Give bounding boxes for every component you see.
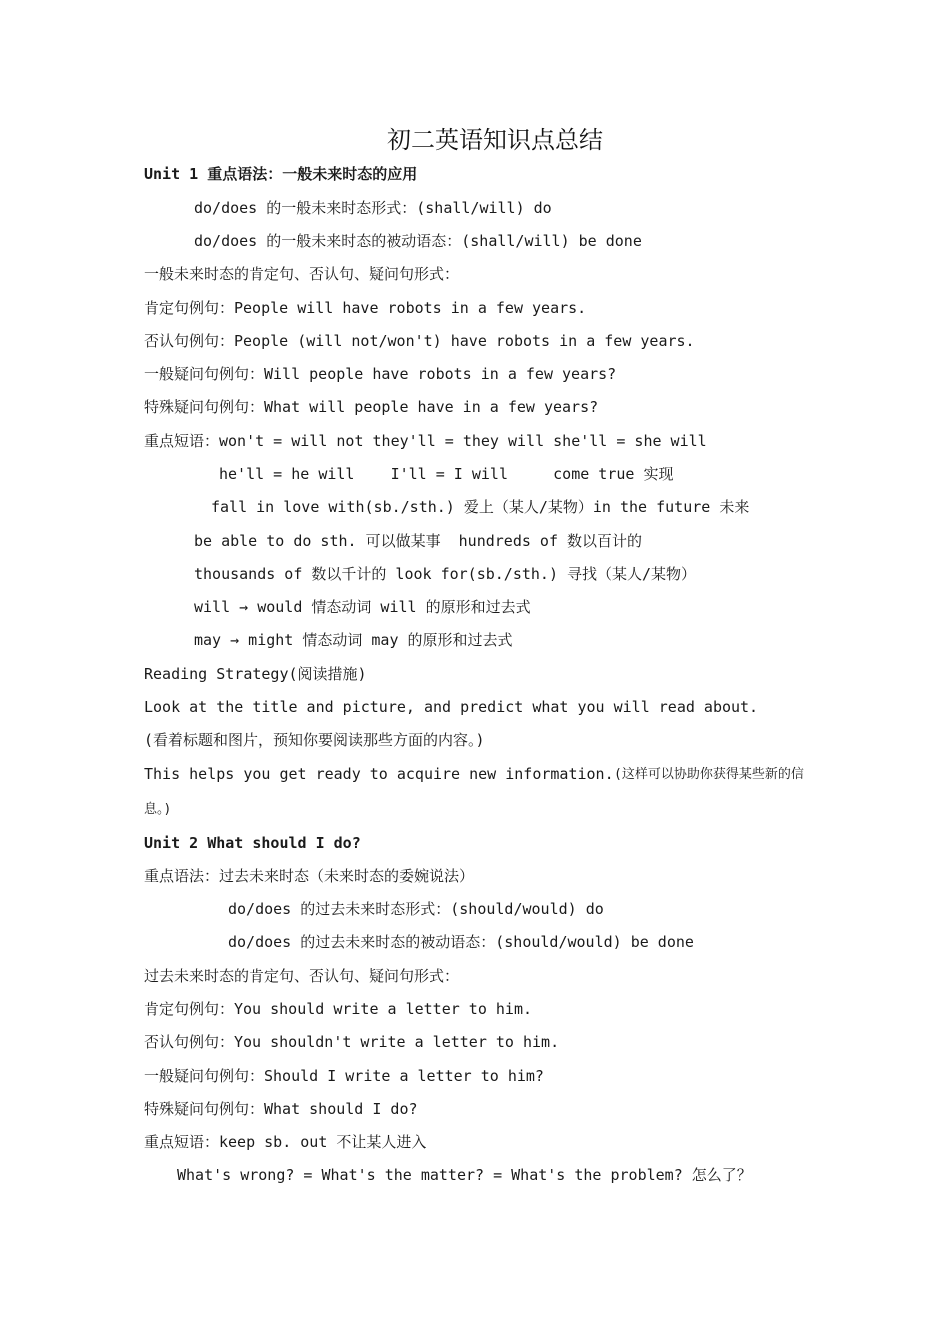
text-line: thousands of 数以千计的 look for(sb./sth.) 寻找（某人/某物）: [194, 565, 697, 583]
text-line: 重点语法：过去未来时态（未来时态的委婉说法）: [144, 867, 475, 885]
text-line: 否认句例句：You shouldn't write a letter to him.: [144, 1033, 560, 1051]
text-line: 重点短语：keep sb. out 不让某人进入: [144, 1133, 427, 1151]
text-line: 特殊疑问句例句：What should I do?: [144, 1100, 418, 1118]
unit1-heading: Unit 1 重点语法：一般未来时态的应用: [144, 165, 418, 183]
text-line: do/does 的过去未来时态的被动语态：(should/would) be done: [228, 933, 694, 951]
text-line: be able to do sth. 可以做某事 hundreds of 数以百计的: [194, 532, 643, 550]
text-line: 特殊疑问句例句：What will people have in a few years?: [144, 398, 599, 416]
text-line: This helps you get ready to acquire new information.: [144, 765, 614, 783]
page-title: 初二英语知识点总结: [387, 126, 603, 154]
text-line: Look at the title and picture, and predict what you will read about.: [144, 698, 759, 716]
text-line: 一般未来时态的肯定句、否认句、疑问句形式：: [144, 265, 460, 283]
text-line: do/does 的一般未来时态形式：(shall/will) do: [194, 199, 552, 217]
unit2-heading: Unit 2 What should I do?: [144, 834, 361, 852]
text-line: 肯定句例句：You should write a letter to him.: [144, 1000, 533, 1018]
text-line: fall in love with(sb./sth.) 爱上（某人/某物）in the future 未来: [211, 498, 750, 516]
text-line: will → would 情态动词 will 的原形和过去式: [194, 598, 531, 616]
text-line: may → might 情态动词 may 的原形和过去式: [194, 631, 513, 649]
text-line: 一般疑问句例句：Will people have robots in a few years?: [144, 365, 617, 383]
text-line: 息。): [144, 802, 172, 817]
text-line: 过去未来时态的肯定句、否认句、疑问句形式：: [144, 967, 460, 985]
text-line: Reading Strategy(阅读措施): [144, 665, 367, 683]
text-line: he'll = he will I'll = I will come true 实现: [219, 465, 674, 483]
text-line: 否认句例句：People (will not/won't) have robots in a few years.: [144, 332, 695, 350]
text-line: do/does 的过去未来时态形式：(should/would) do: [228, 900, 604, 918]
text-line: 肯定句例句：People will have robots in a few years.: [144, 299, 587, 317]
text-line: (这样可以协助你获得某些新的信: [614, 767, 804, 782]
text-line: (看着标题和图片，预知你要阅读那些方面的内容。): [144, 731, 485, 749]
text-line: What's wrong? = What's the matter? = What's the problem? 怎么了？: [177, 1166, 752, 1184]
text-line: do/does 的一般未来时态的被动语态：(shall/will) be done: [194, 232, 642, 250]
text-line: 重点短语：won't = will not they'll = they will she'll = she will: [144, 432, 707, 450]
text-line: 一般疑问句例句：Should I write a letter to him?: [144, 1067, 544, 1085]
